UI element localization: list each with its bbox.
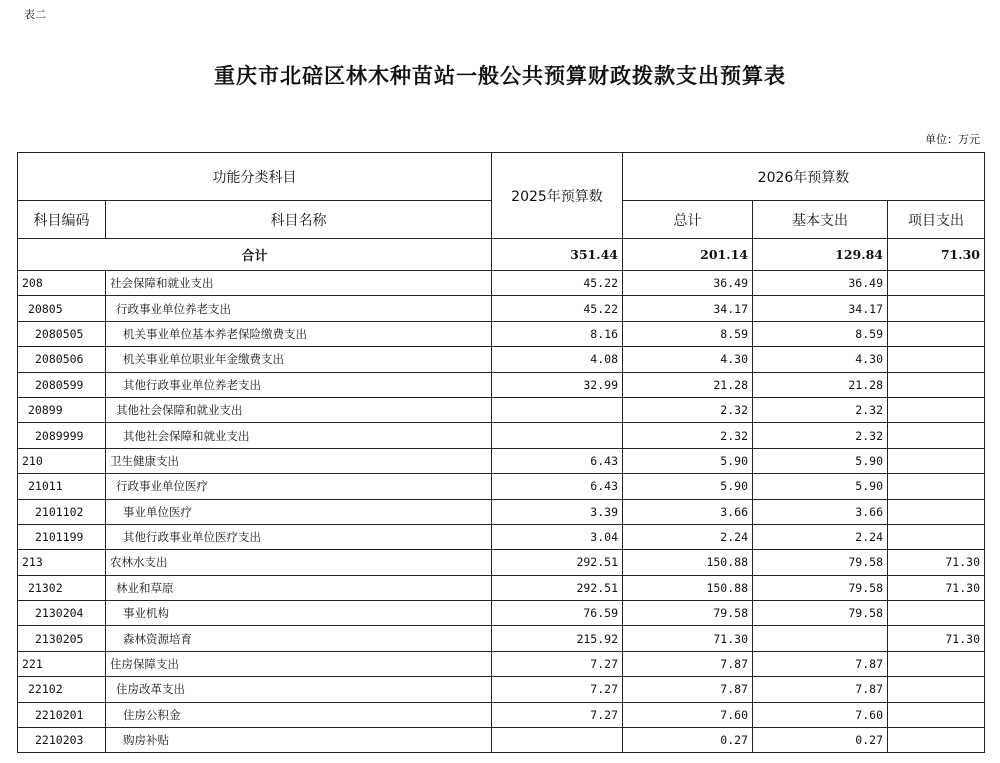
header-budget-2025: 2025年预算数 <box>492 153 623 239</box>
total-budget-2026-basic: 129.84 <box>753 239 888 271</box>
table-row <box>18 347 985 372</box>
budget-2026-total-cell: 3.66 <box>623 499 753 524</box>
total-budget-2025: 351.44 <box>492 239 623 271</box>
subject-name-cell: 机关事业单位职业年金缴费支出 <box>106 347 492 372</box>
budget-2025-cell: 45.22 <box>492 271 623 296</box>
budget-2026-total-cell: 2.24 <box>623 524 753 549</box>
table-row <box>18 601 985 626</box>
budget-2025-cell: 8.16 <box>492 321 623 346</box>
budget-2025-cell: 7.27 <box>492 677 623 702</box>
budget-2026-total-cell: 8.59 <box>623 321 753 346</box>
budget-2026-total-cell: 2.32 <box>623 397 753 422</box>
subject-name-cell: 森林资源培育 <box>106 626 492 651</box>
budget-2026-total-cell: 150.88 <box>623 575 753 600</box>
budget-2026-project-cell <box>888 397 985 422</box>
subject-name-cell: 农林水支出 <box>106 550 492 575</box>
budget-2026-project-cell <box>888 271 985 296</box>
budget-2026-project-cell <box>888 601 985 626</box>
budget-2026-total-cell: 5.90 <box>623 448 753 473</box>
subject-code-cell: 210 <box>18 448 106 473</box>
budget-2026-project-cell <box>888 347 985 372</box>
table-row <box>18 550 985 575</box>
table-number-label: 表二 <box>24 8 46 21</box>
table-row <box>18 626 985 651</box>
budget-2026-total-cell: 7.60 <box>623 702 753 727</box>
budget-2026-basic-cell: 8.59 <box>753 321 888 346</box>
budget-2025-cell: 6.43 <box>492 448 623 473</box>
budget-2026-project-cell: 71.30 <box>888 626 985 651</box>
table-row <box>18 575 985 600</box>
budget-2025-cell: 7.27 <box>492 651 623 676</box>
table-row <box>18 271 985 296</box>
total-label: 合计 <box>18 239 492 271</box>
subject-code-cell: 2101102 <box>18 499 106 524</box>
subject-code-cell: 208 <box>18 271 106 296</box>
budget-2025-cell: 215.92 <box>492 626 623 651</box>
subject-name-cell: 事业单位医疗 <box>106 499 492 524</box>
table-row <box>18 524 985 549</box>
budget-2026-project-cell <box>888 296 985 321</box>
budget-2026-basic-cell: 34.17 <box>753 296 888 321</box>
subject-name-cell: 社会保障和就业支出 <box>106 271 492 296</box>
subject-name-cell: 住房改革支出 <box>106 677 492 702</box>
header-project-expenditure: 项目支出 <box>888 201 985 239</box>
subject-code-cell: 221 <box>18 651 106 676</box>
subject-name-cell: 住房保障支出 <box>106 651 492 676</box>
budget-2026-basic-cell: 7.60 <box>753 702 888 727</box>
subject-name-cell: 事业机构 <box>106 601 492 626</box>
budget-2025-cell: 7.27 <box>492 702 623 727</box>
budget-2026-project-cell: 71.30 <box>888 550 985 575</box>
unit-label: 单位：万元 <box>925 133 980 146</box>
budget-2026-basic-cell: 0.27 <box>753 728 888 753</box>
total-budget-2026-project: 71.30 <box>888 239 985 271</box>
budget-2025-cell: 45.22 <box>492 296 623 321</box>
budget-2026-project-cell <box>888 702 985 727</box>
table-row <box>18 296 985 321</box>
budget-2026-total-cell: 21.28 <box>623 372 753 397</box>
budget-2026-basic-cell: 79.58 <box>753 601 888 626</box>
budget-2025-cell: 76.59 <box>492 601 623 626</box>
budget-2026-total-cell: 4.30 <box>623 347 753 372</box>
budget-2026-total-cell: 7.87 <box>623 677 753 702</box>
budget-2026-total-cell: 5.90 <box>623 474 753 499</box>
budget-2025-cell: 292.51 <box>492 575 623 600</box>
budget-2026-basic-cell: 2.24 <box>753 524 888 549</box>
budget-2026-project-cell <box>888 677 985 702</box>
budget-2026-project-cell <box>888 372 985 397</box>
subject-name-cell: 卫生健康支出 <box>106 448 492 473</box>
subject-code-cell: 2210203 <box>18 728 106 753</box>
subject-code-cell: 2080506 <box>18 347 106 372</box>
table-row <box>18 474 985 499</box>
table-row <box>18 499 985 524</box>
table-row <box>18 677 985 702</box>
header-subject-name: 科目名称 <box>106 201 492 239</box>
subject-code-cell: 2080599 <box>18 372 106 397</box>
table-row <box>18 397 985 422</box>
budget-2026-total-cell: 79.58 <box>623 601 753 626</box>
table-row <box>18 448 985 473</box>
document-title: 重庆市北碚区林木种苗站一般公共预算财政拨款支出预算表 <box>214 63 786 88</box>
budget-2025-cell: 4.08 <box>492 347 623 372</box>
budget-2026-total-cell: 71.30 <box>623 626 753 651</box>
budget-table <box>17 152 985 753</box>
header-subject-code: 科目编码 <box>18 201 106 239</box>
budget-2026-basic-cell <box>753 626 888 651</box>
budget-2026-project-cell <box>888 321 985 346</box>
table-row <box>18 321 985 346</box>
subject-code-cell: 2089999 <box>18 423 106 448</box>
budget-2025-cell: 32.99 <box>492 372 623 397</box>
budget-2026-total-cell: 34.17 <box>623 296 753 321</box>
subject-name-cell: 机关事业单位基本养老保险缴费支出 <box>106 321 492 346</box>
budget-2026-total-cell: 7.87 <box>623 651 753 676</box>
budget-2026-basic-cell: 5.90 <box>753 474 888 499</box>
subject-code-cell: 2130204 <box>18 601 106 626</box>
table-row <box>18 651 985 676</box>
subject-code-cell: 22102 <box>18 677 106 702</box>
budget-2026-basic-cell: 7.87 <box>753 651 888 676</box>
header-basic-expenditure: 基本支出 <box>753 201 888 239</box>
total-row <box>18 239 985 271</box>
table-row <box>18 423 985 448</box>
budget-2025-cell: 292.51 <box>492 550 623 575</box>
budget-2026-project-cell <box>888 651 985 676</box>
header-budget-2026: 2026年预算数 <box>623 153 985 201</box>
budget-2026-basic-cell: 2.32 <box>753 397 888 422</box>
budget-2026-total-cell: 0.27 <box>623 728 753 753</box>
subject-name-cell: 其他行政事业单位医疗支出 <box>106 524 492 549</box>
budget-2025-cell: 3.39 <box>492 499 623 524</box>
subject-code-cell: 20805 <box>18 296 106 321</box>
budget-2025-cell <box>492 397 623 422</box>
budget-2026-basic-cell: 79.58 <box>753 575 888 600</box>
table-row <box>18 728 985 753</box>
subject-name-cell: 其他行政事业单位养老支出 <box>106 372 492 397</box>
budget-2026-project-cell: 71.30 <box>888 575 985 600</box>
budget-2025-cell <box>492 423 623 448</box>
subject-code-cell: 213 <box>18 550 106 575</box>
budget-2026-total-cell: 36.49 <box>623 271 753 296</box>
budget-2026-basic-cell: 21.28 <box>753 372 888 397</box>
budget-2026-basic-cell: 7.87 <box>753 677 888 702</box>
budget-2026-basic-cell: 36.49 <box>753 271 888 296</box>
subject-code-cell: 21011 <box>18 474 106 499</box>
header-total: 总计 <box>623 201 753 239</box>
subject-name-cell: 住房公积金 <box>106 702 492 727</box>
budget-2026-basic-cell: 4.30 <box>753 347 888 372</box>
subject-code-cell: 2101199 <box>18 524 106 549</box>
budget-2026-project-cell <box>888 728 985 753</box>
header-function-classification: 功能分类科目 <box>18 153 492 201</box>
budget-2026-project-cell <box>888 524 985 549</box>
budget-2025-cell: 3.04 <box>492 524 623 549</box>
budget-2026-project-cell <box>888 448 985 473</box>
subject-code-cell: 2210201 <box>18 702 106 727</box>
subject-name-cell: 其他社会保障和就业支出 <box>106 423 492 448</box>
subject-code-cell: 2130205 <box>18 626 106 651</box>
table-row <box>18 702 985 727</box>
budget-2025-cell <box>492 728 623 753</box>
budget-2026-total-cell: 150.88 <box>623 550 753 575</box>
budget-2026-basic-cell: 5.90 <box>753 448 888 473</box>
subject-name-cell: 其他社会保障和就业支出 <box>106 397 492 422</box>
subject-code-cell: 20899 <box>18 397 106 422</box>
subject-code-cell: 21302 <box>18 575 106 600</box>
subject-code-cell: 2080505 <box>18 321 106 346</box>
subject-name-cell: 行政事业单位养老支出 <box>106 296 492 321</box>
budget-2026-project-cell <box>888 474 985 499</box>
budget-2026-basic-cell: 2.32 <box>753 423 888 448</box>
subject-name-cell: 行政事业单位医疗 <box>106 474 492 499</box>
budget-2026-project-cell <box>888 499 985 524</box>
budget-2026-basic-cell: 3.66 <box>753 499 888 524</box>
budget-2025-cell: 6.43 <box>492 474 623 499</box>
budget-2026-total-cell: 2.32 <box>623 423 753 448</box>
budget-2026-project-cell <box>888 423 985 448</box>
subject-name-cell: 购房补贴 <box>106 728 492 753</box>
table-row <box>18 372 985 397</box>
budget-2026-basic-cell: 79.58 <box>753 550 888 575</box>
subject-name-cell: 林业和草原 <box>106 575 492 600</box>
total-budget-2026-total: 201.14 <box>623 239 753 271</box>
